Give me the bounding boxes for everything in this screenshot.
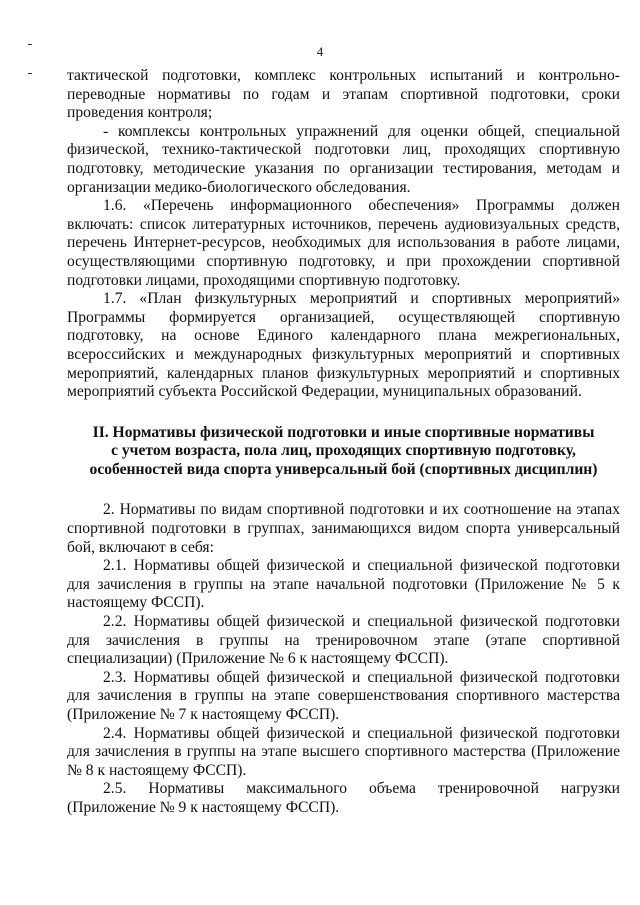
- paragraph: 2.5. Нормативы максимального объема тренировочной нагрузки (Приложение № 9 к настоящему ФССП).: [67, 780, 620, 816]
- paragraph: 2.2. Нормативы общей физической и специальной физической подготовки для зачисления в группы на тренировочном этапе (этапе спортивной специализации) (Приложение № 6 к настоящему ФССП).: [67, 613, 620, 668]
- section-heading: [67, 424, 620, 480]
- page-number: 4: [316, 44, 324, 59]
- paragraph: тактической подготовки, комплекс контрольных испытаний и контрольно-переводные нормативы по годам и этапам спортивной подготовки, сроки проведения контроля;: [67, 67, 620, 122]
- paragraph: - комплексы контрольных упражнений для оценки общей, специальной физической, технико-тактической подготовки лиц, проходящих спортивную подготовку, методические указания по организации тестирования, методам и организации медико-биологического обследования.: [67, 122, 620, 196]
- section-heading-line: II. Нормативы физической подготовки и иные спортивные нормативы: [92, 423, 595, 441]
- paragraph: 2.3. Нормативы общей физической и специальной физической подготовки для зачисления в группы на этапе совершенствования спортивного мастерства (Приложение № 7 к настоящему ФССП).: [67, 668, 620, 723]
- paragraph: 2.1. Нормативы общей физической и специальной физической подготовки для зачисления в группы на этапе начальной подготовки (Приложение № 5 к настоящему ФССП).: [67, 557, 620, 612]
- document-body: [67, 67, 620, 818]
- paragraph: 2. Нормативы по видам спортивной подготовки и их соотношение на этапах спортивной подготовки в группах, занимающихся видом спорта универсальный бой, включают в себя:: [67, 501, 620, 556]
- margin-mark: [28, 73, 32, 74]
- paragraph: 1.6. «Перечень информационного обеспечения» Программы должен включать: список литературных источников, перечень аудиовизуальных средств, перечень Интернет-ресурсов, необходимых для использования в работе лицами, осуществляющими спортивную подготовку, и при прохождении спортивной подготовки лицами, проходящими спортивную подготовку.: [67, 197, 620, 289]
- section-heading-line: с учетом возраста, пола лиц, проходящих спортивную подготовку,: [111, 442, 576, 460]
- paragraph: 1.7. «План физкультурных мероприятий и спортивных мероприятий» Программы формируется организацией, осуществляющей спортивную подготовку, на основе Единого календарного плана межрегиональных, всероссийских и международных физкультурных мероприятий и спортивных мероприятий, календарных планов физкультурных мероприятий и спортивных мероприятий субъекта Российской Федерации, муниципальных образований.: [67, 290, 620, 401]
- section-heading-line: особенностей вида спорта универсальный бой (спортивных дисциплин): [89, 460, 598, 478]
- paragraph: 2.4. Нормативы общей физической и специальной физической подготовки для зачисления в группы на этапе высшего спортивного мастерства (Приложение № 8 к настоящему ФССП).: [67, 724, 620, 779]
